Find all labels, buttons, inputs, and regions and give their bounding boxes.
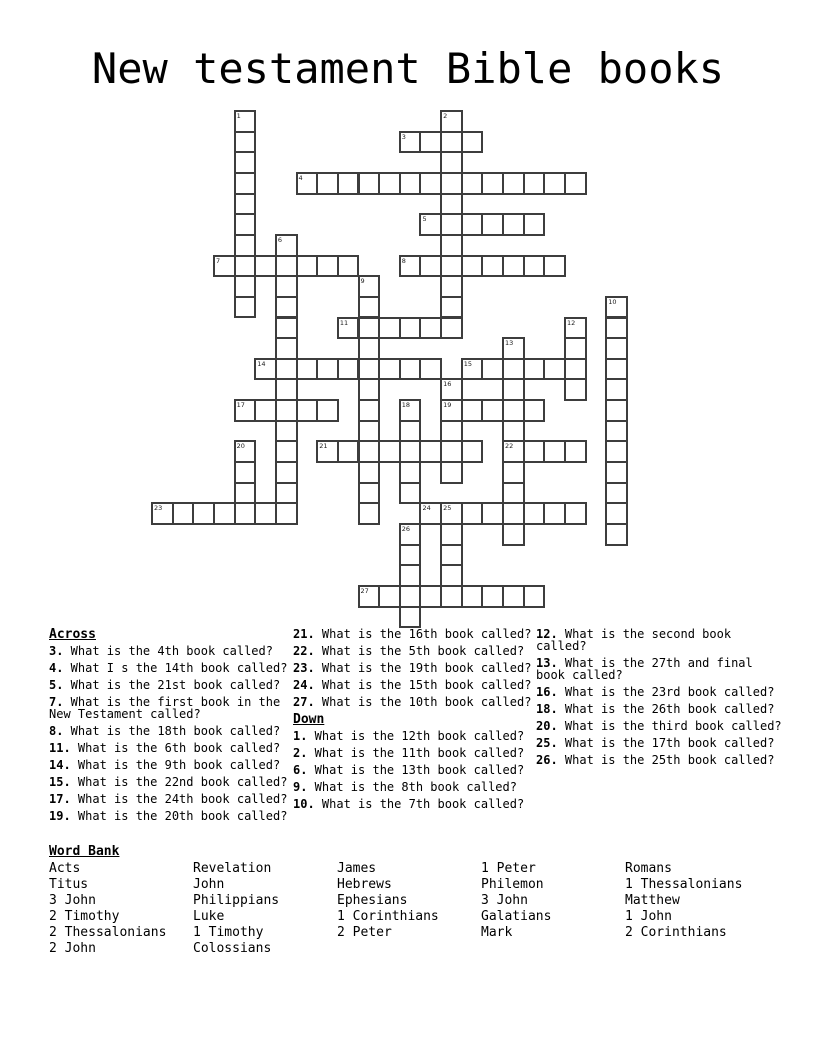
grid-cell-r19c1[interactable] <box>172 502 195 525</box>
grid-cell-r12c10[interactable] <box>358 358 381 381</box>
clue-number: 7. <box>49 695 64 709</box>
grid-cell-r19c3[interactable] <box>213 502 236 525</box>
grid-cell-r0c14[interactable] <box>440 110 463 133</box>
grid-cell-r20c12[interactable] <box>399 523 422 546</box>
grid-cell-r7c8[interactable] <box>316 255 339 278</box>
grid-cell-r3c11[interactable] <box>378 172 401 195</box>
clue-15-across: 15. What is the 22nd book called? <box>49 775 288 789</box>
clue-number: 18. <box>536 702 558 716</box>
grid-cell-r12c16[interactable] <box>481 358 504 381</box>
clue-9-down: 9. What is the 8th book called? <box>293 780 517 794</box>
grid-cell-r11c17[interactable] <box>502 337 525 360</box>
down-heading: Down <box>293 712 325 727</box>
grid-cell-r19c5[interactable] <box>254 502 277 525</box>
clue-7-across: 7. What is the first book in the New Testament called? <box>49 695 281 721</box>
grid-cell-r8c14[interactable] <box>440 275 463 298</box>
grid-cell-r12c7[interactable] <box>296 358 319 381</box>
clue-22-across: 22. What is the 5th book called? <box>293 644 525 658</box>
grid-cell-r9c6[interactable] <box>275 296 298 319</box>
word-bank-item: 3 John <box>49 893 96 908</box>
grid-cell-r17c10[interactable] <box>358 461 381 484</box>
word-bank-item: Revelation <box>193 861 272 876</box>
clue-number: 11. <box>49 741 71 755</box>
grid-cell-r17c6[interactable] <box>275 461 298 484</box>
grid-cell-r11c6[interactable] <box>275 337 298 360</box>
grid-cell-r12c6[interactable] <box>275 358 298 381</box>
clue-6-down: 6. What is the 13th book called? <box>293 763 525 777</box>
clue-column-down <box>536 628 783 771</box>
cell-number-6: 6 <box>277 235 283 244</box>
grid-cell-r23c13[interactable] <box>419 585 442 608</box>
clue-number: 27. <box>293 695 315 709</box>
grid-cell-r5c15[interactable] <box>461 213 484 236</box>
grid-cell-r18c12[interactable] <box>399 482 422 505</box>
cell-number-19: 19 <box>443 401 452 410</box>
clue-26-down: 26. What is the 25th book called? <box>536 753 775 767</box>
cell-number-18: 18 <box>401 401 411 410</box>
clue-8-across: 8. What is the 18th book called? <box>49 724 281 738</box>
clue-number: 12. <box>536 627 558 641</box>
grid-cell-r19c10[interactable] <box>358 502 381 525</box>
word-bank-item: 2 Timothy <box>49 909 120 924</box>
cell-number-23: 23 <box>154 504 163 513</box>
grid-cell-r23c17[interactable] <box>502 585 525 608</box>
grid-cell-r16c10[interactable] <box>358 440 381 463</box>
word-bank-item: 1 Peter <box>481 861 536 876</box>
clue-27-across: 27. What is the 10th book called? <box>293 695 532 709</box>
grid-cell-r16c11[interactable] <box>378 440 401 463</box>
grid-cell-r8c6[interactable] <box>275 275 298 298</box>
grid-cell-r10c22[interactable] <box>605 317 628 340</box>
grid-cell-r12c8[interactable] <box>316 358 339 381</box>
grid-cell-r5c13[interactable] <box>419 213 442 236</box>
grid-cell-r12c5[interactable] <box>254 358 277 381</box>
grid-cell-r1c14[interactable] <box>440 131 463 154</box>
grid-cell-r1c15[interactable] <box>461 131 484 154</box>
clue-number: 16. <box>536 685 558 699</box>
cell-number-4: 4 <box>298 173 303 182</box>
grid-cell-r21c14[interactable] <box>440 544 463 567</box>
grid-cell-r23c12[interactable] <box>399 585 422 608</box>
grid-cell-r3c10[interactable] <box>358 172 381 195</box>
grid-cell-r14c17[interactable] <box>502 399 525 422</box>
grid-cell-r16c6[interactable] <box>275 440 298 463</box>
cell-number-7: 7 <box>215 256 221 265</box>
grid-cell-r12c17[interactable] <box>502 358 525 381</box>
word-bank-item: Luke <box>193 909 225 924</box>
grid-cell-r7c16[interactable] <box>481 255 504 278</box>
clue-17-across: 17. What is the 24th book called? <box>49 792 288 806</box>
grid-cell-r20c17[interactable] <box>502 523 525 546</box>
grid-cell-r9c10[interactable] <box>358 296 381 319</box>
grid-cell-r3c15[interactable] <box>461 172 484 195</box>
grid-cell-r12c13[interactable] <box>419 358 442 381</box>
word-bank-item: Matthew <box>625 893 680 908</box>
grid-cell-r23c14[interactable] <box>440 585 463 608</box>
grid-cell-r16c4[interactable] <box>234 440 257 463</box>
grid-cell-r7c9[interactable] <box>337 255 360 278</box>
cell-number-15: 15 <box>463 359 473 368</box>
clue-1-down: 1. What is the 12th book called? <box>293 729 525 743</box>
across-heading: Across <box>49 627 96 642</box>
grid-cell-r16c22[interactable] <box>605 440 628 463</box>
grid-cell-r12c20[interactable] <box>564 358 587 381</box>
clue-number: 1. <box>293 729 308 743</box>
cell-number-8: 8 <box>401 256 406 265</box>
grid-cell-r19c0[interactable] <box>151 502 174 525</box>
grid-cell-r4c14[interactable] <box>440 193 463 216</box>
cell-number-12: 12 <box>567 318 576 327</box>
grid-cell-r9c22[interactable] <box>605 296 628 319</box>
grid-cell-r3c8[interactable] <box>316 172 339 195</box>
clue-number: 13. <box>536 656 558 670</box>
grid-cell-r10c6[interactable] <box>275 317 298 340</box>
word-bank-item: 2 John <box>49 941 96 956</box>
grid-cell-r0c4[interactable] <box>234 110 257 133</box>
cell-number-27: 27 <box>360 586 369 595</box>
grid-cell-r12c19[interactable] <box>543 358 566 381</box>
grid-cell-r1c13[interactable] <box>419 131 442 154</box>
grid-cell-r23c15[interactable] <box>461 585 484 608</box>
grid-cell-r14c12[interactable] <box>399 399 422 422</box>
grid-cell-r10c9[interactable] <box>337 317 360 340</box>
grid-cell-r11c10[interactable] <box>358 337 381 360</box>
grid-cell-r10c13[interactable] <box>419 317 442 340</box>
grid-cell-r13c17[interactable] <box>502 378 525 401</box>
word-bank-item: Ephesians <box>337 893 408 908</box>
clue-column-middle <box>293 628 540 815</box>
grid-cell-r10c14[interactable] <box>440 317 463 340</box>
grid-cell-r16c20[interactable] <box>564 440 587 463</box>
clue-number: 15. <box>49 775 71 789</box>
grid-cell-r17c22[interactable] <box>605 461 628 484</box>
grid-cell-r14c16[interactable] <box>481 399 504 422</box>
grid-cell-r9c14[interactable] <box>440 296 463 319</box>
grid-cell-r15c6[interactable] <box>275 420 298 443</box>
clue-number: 21. <box>293 627 315 641</box>
grid-cell-r16c15[interactable] <box>461 440 484 463</box>
grid-cell-r13c20[interactable] <box>564 378 587 401</box>
word-bank-item: Philemon <box>481 877 544 892</box>
clue-18-down: 18. What is the 26th book called? <box>536 702 775 716</box>
grid-cell-r3c9[interactable] <box>337 172 360 195</box>
grid-cell-r18c10[interactable] <box>358 482 381 505</box>
word-bank-item: Galatians <box>481 909 552 924</box>
grid-cell-r15c12[interactable] <box>399 420 422 443</box>
grid-cell-r12c22[interactable] <box>605 358 628 381</box>
cell-number-16: 16 <box>443 380 452 389</box>
clue-number: 20. <box>536 719 558 733</box>
grid-cell-r8c4[interactable] <box>234 275 257 298</box>
word-bank-item: Romans <box>625 861 672 876</box>
clue-number: 10. <box>293 797 315 811</box>
clue-14-across: 14. What is the 9th book called? <box>49 758 281 772</box>
grid-cell-r5c17[interactable] <box>502 213 525 236</box>
grid-cell-r19c14[interactable] <box>440 502 463 525</box>
grid-cell-r3c16[interactable] <box>481 172 504 195</box>
grid-cell-r13c22[interactable] <box>605 378 628 401</box>
word-bank-column-4 <box>481 861 625 941</box>
grid-cell-r10c12[interactable] <box>399 317 422 340</box>
clue-5-across: 5. What is the 21st book called? <box>49 678 281 692</box>
clue-number: 25. <box>536 736 558 750</box>
word-bank-column-3 <box>337 861 481 941</box>
grid-cell-r7c14[interactable] <box>440 255 463 278</box>
grid-cell-r19c15[interactable] <box>461 502 484 525</box>
grid-cell-r15c10[interactable] <box>358 420 381 443</box>
grid-cell-r8c10[interactable] <box>358 275 381 298</box>
word-bank-item: Philippians <box>193 893 280 908</box>
word-bank-item: Colossians <box>193 941 272 956</box>
grid-cell-r17c17[interactable] <box>502 461 525 484</box>
word-bank-item: John <box>193 877 225 892</box>
cell-number-20: 20 <box>236 442 245 451</box>
grid-cell-r13c6[interactable] <box>275 378 298 401</box>
grid-cell-r12c9[interactable] <box>337 358 360 381</box>
grid-cell-r7c15[interactable] <box>461 255 484 278</box>
cell-number-11: 11 <box>339 318 349 327</box>
clue-21-across: 21. What is the 16th book called? <box>293 627 532 641</box>
grid-cell-r7c4[interactable] <box>234 255 257 278</box>
clue-25-down: 25. What is the 17th book called? <box>536 736 775 750</box>
clue-number: 17. <box>49 792 71 806</box>
grid-cell-r17c14[interactable] <box>440 461 463 484</box>
grid-cell-r20c14[interactable] <box>440 523 463 546</box>
grid-cell-r10c20[interactable] <box>564 317 587 340</box>
cell-number-14: 14 <box>257 359 266 368</box>
clue-number: 4. <box>49 661 64 675</box>
grid-cell-r14c8[interactable] <box>316 399 339 422</box>
word-bank-item: 2 Thessalonians <box>49 925 167 940</box>
clue-19-across: 19. What is the 20th book called? <box>49 809 288 823</box>
grid-cell-r2c14[interactable] <box>440 151 463 174</box>
grid-cell-r3c7[interactable] <box>296 172 319 195</box>
clue-number: 22. <box>293 644 315 658</box>
cell-number-25: 25 <box>443 504 452 513</box>
cell-number-13: 13 <box>505 339 514 348</box>
grid-cell-r13c10[interactable] <box>358 378 381 401</box>
clue-number: 14. <box>49 758 71 772</box>
grid-cell-r22c12[interactable] <box>399 564 422 587</box>
cell-number-17: 17 <box>236 401 245 410</box>
grid-cell-r16c17[interactable] <box>502 440 525 463</box>
word-bank-item: Titus <box>49 877 89 892</box>
grid-cell-r19c20[interactable] <box>564 502 587 525</box>
grid-cell-r18c17[interactable] <box>502 482 525 505</box>
word-bank-column-1 <box>49 861 193 957</box>
grid-cell-r14c5[interactable] <box>254 399 277 422</box>
clue-24-across: 24. What is the 15th book called? <box>293 678 532 692</box>
grid-cell-r15c22[interactable] <box>605 420 628 443</box>
grid-cell-r12c15[interactable] <box>461 358 484 381</box>
word-bank-item: 1 Thessalonians <box>625 877 743 892</box>
clue-2-down: 2. What is the 11th book called? <box>293 746 525 760</box>
grid-cell-r14c10[interactable] <box>358 399 381 422</box>
cell-number-24: 24 <box>422 504 431 513</box>
grid-cell-r19c6[interactable] <box>275 502 298 525</box>
grid-cell-r14c6[interactable] <box>275 399 298 422</box>
grid-cell-r5c18[interactable] <box>523 213 546 236</box>
grid-cell-r11c22[interactable] <box>605 337 628 360</box>
grid-cell-r7c5[interactable] <box>254 255 277 278</box>
cell-number-1: 1 <box>236 112 241 120</box>
grid-cell-r1c4[interactable] <box>234 131 257 154</box>
cell-number-21: 21 <box>319 442 328 451</box>
word-bank-item: 2 Peter <box>337 925 392 940</box>
grid-cell-r7c19[interactable] <box>543 255 566 278</box>
grid-cell-r10c11[interactable] <box>378 317 401 340</box>
grid-cell-r10c10[interactable] <box>358 317 381 340</box>
clue-number: 9. <box>293 780 308 794</box>
grid-cell-r7c17[interactable] <box>502 255 525 278</box>
grid-cell-r17c4[interactable] <box>234 461 257 484</box>
grid-cell-r14c7[interactable] <box>296 399 319 422</box>
word-bank <box>49 844 789 956</box>
word-bank-item: 1 Timothy <box>193 925 264 940</box>
word-bank-item: Acts <box>49 861 81 876</box>
grid-cell-r3c12[interactable] <box>399 172 422 195</box>
grid-cell-r23c10[interactable] <box>358 585 381 608</box>
clue-10-down: 10. What is the 7th book called? <box>293 797 525 811</box>
clue-column-across <box>49 628 296 827</box>
grid-cell-r16c8[interactable] <box>316 440 339 463</box>
grid-cell-r7c13[interactable] <box>419 255 442 278</box>
grid-cell-r14c15[interactable] <box>461 399 484 422</box>
cell-number-2: 2 <box>443 112 448 120</box>
grid-cell-r15c17[interactable] <box>502 420 525 443</box>
grid-cell-r19c19[interactable] <box>543 502 566 525</box>
word-bank-item: 2 Corinthians <box>625 925 727 940</box>
grid-cell-r23c16[interactable] <box>481 585 504 608</box>
grid-cell-r19c22[interactable] <box>605 502 628 525</box>
word-bank-heading: Word Bank <box>49 844 120 859</box>
cell-number-26: 26 <box>401 525 411 533</box>
grid-cell-r16c12[interactable] <box>399 440 422 463</box>
clue-number: 19. <box>49 809 71 823</box>
clue-number: 5. <box>49 678 64 692</box>
word-bank-column-5 <box>625 861 769 941</box>
grid-cell-r19c2[interactable] <box>192 502 215 525</box>
clue-number: 24. <box>293 678 315 692</box>
grid-cell-r24c12[interactable] <box>399 606 422 629</box>
grid-cell-r6c4[interactable] <box>234 234 257 257</box>
clue-number: 26. <box>536 753 558 767</box>
grid-cell-r7c18[interactable] <box>523 255 546 278</box>
grid-cell-r22c14[interactable] <box>440 564 463 587</box>
grid-cell-r16c9[interactable] <box>337 440 360 463</box>
grid-cell-r4c4[interactable] <box>234 193 257 216</box>
grid-cell-r5c4[interactable] <box>234 213 257 236</box>
grid-cell-r3c14[interactable] <box>440 172 463 195</box>
grid-cell-r19c17[interactable] <box>502 502 525 525</box>
grid-cell-r23c18[interactable] <box>523 585 546 608</box>
grid-cell-r15c14[interactable] <box>440 420 463 443</box>
grid-cell-r14c22[interactable] <box>605 399 628 422</box>
grid-cell-r13c14[interactable] <box>440 378 463 401</box>
grid-cell-r16c13[interactable] <box>419 440 442 463</box>
grid-cell-r18c6[interactable] <box>275 482 298 505</box>
grid-cell-r14c14[interactable] <box>440 399 463 422</box>
clue-23-across: 23. What is the 19th book called? <box>293 661 532 675</box>
grid-cell-r19c13[interactable] <box>419 502 442 525</box>
clue-12-down: 12. What is the second book called? <box>536 627 732 653</box>
grid-cell-r17c12[interactable] <box>399 461 422 484</box>
word-bank-item: James <box>337 861 377 876</box>
grid-cell-r1c12[interactable] <box>399 131 422 154</box>
grid-cell-r16c19[interactable] <box>543 440 566 463</box>
grid-cell-r7c12[interactable] <box>399 255 422 278</box>
word-bank-item: 1 John <box>625 909 672 924</box>
clue-number: 2. <box>293 746 308 760</box>
clue-16-down: 16. What is the 23rd book called? <box>536 685 775 699</box>
cell-number-5: 5 <box>422 215 427 224</box>
clue-13-down: 13. What is the 27th and final book called? <box>536 656 753 682</box>
grid-cell-r16c18[interactable] <box>523 440 546 463</box>
word-bank-item: 1 Corinthians <box>337 909 439 924</box>
cell-number-3: 3 <box>401 132 406 141</box>
grid-cell-r23c11[interactable] <box>378 585 401 608</box>
grid-cell-r18c4[interactable] <box>234 482 257 505</box>
grid-cell-r19c4[interactable] <box>234 502 257 525</box>
word-bank-item: Hebrews <box>337 877 392 892</box>
grid-cell-r19c18[interactable] <box>523 502 546 525</box>
grid-cell-r14c18[interactable] <box>523 399 546 422</box>
clue-20-down: 20. What is the third book called? <box>536 719 782 733</box>
grid-cell-r21c12[interactable] <box>399 544 422 567</box>
grid-cell-r9c4[interactable] <box>234 296 257 319</box>
grid-cell-r6c14[interactable] <box>440 234 463 257</box>
word-bank-column-2 <box>193 861 337 957</box>
grid-cell-r18c22[interactable] <box>605 482 628 505</box>
grid-cell-r3c17[interactable] <box>502 172 525 195</box>
grid-cell-r2c4[interactable] <box>234 151 257 174</box>
cell-number-22: 22 <box>505 442 514 451</box>
puzzle-title: New testament Bible books <box>91 44 725 93</box>
grid-cell-r7c3[interactable] <box>213 255 236 278</box>
grid-cell-r14c4[interactable] <box>234 399 257 422</box>
grid-cell-r19c16[interactable] <box>481 502 504 525</box>
clue-11-across: 11. What is the 6th book called? <box>49 741 281 755</box>
grid-cell-r12c18[interactable] <box>523 358 546 381</box>
grid-cell-r3c18[interactable] <box>523 172 546 195</box>
word-bank-item: Mark <box>481 925 513 940</box>
grid-cell-r3c4[interactable] <box>234 172 257 195</box>
grid-cell-r7c6[interactable] <box>275 255 298 278</box>
clue-number: 6. <box>293 763 308 777</box>
clue-4-across: 4. What I s the 14th book called? <box>49 661 288 675</box>
grid-cell-r3c20[interactable] <box>564 172 587 195</box>
clue-number: 8. <box>49 724 64 738</box>
clue-number: 3. <box>49 644 64 658</box>
grid-cell-r11c20[interactable] <box>564 337 587 360</box>
word-bank-item: 3 John <box>481 893 528 908</box>
grid-cell-r20c22[interactable] <box>605 523 628 546</box>
grid-cell-r7c7[interactable] <box>296 255 319 278</box>
grid-cell-r12c12[interactable] <box>399 358 422 381</box>
grid-cell-r6c6[interactable] <box>275 234 298 257</box>
clue-3-across: 3. What is the 4th book called? <box>49 644 273 658</box>
cell-number-9: 9 <box>360 277 365 286</box>
grid-cell-r3c19[interactable] <box>543 172 566 195</box>
grid-cell-r12c11[interactable] <box>378 358 401 381</box>
grid-cell-r16c14[interactable] <box>440 440 463 463</box>
clue-number: 23. <box>293 661 315 675</box>
grid-cell-r5c16[interactable] <box>481 213 504 236</box>
cell-number-10: 10 <box>608 297 617 306</box>
grid-cell-r5c14[interactable] <box>440 213 463 236</box>
grid-cell-r3c13[interactable] <box>419 172 442 195</box>
